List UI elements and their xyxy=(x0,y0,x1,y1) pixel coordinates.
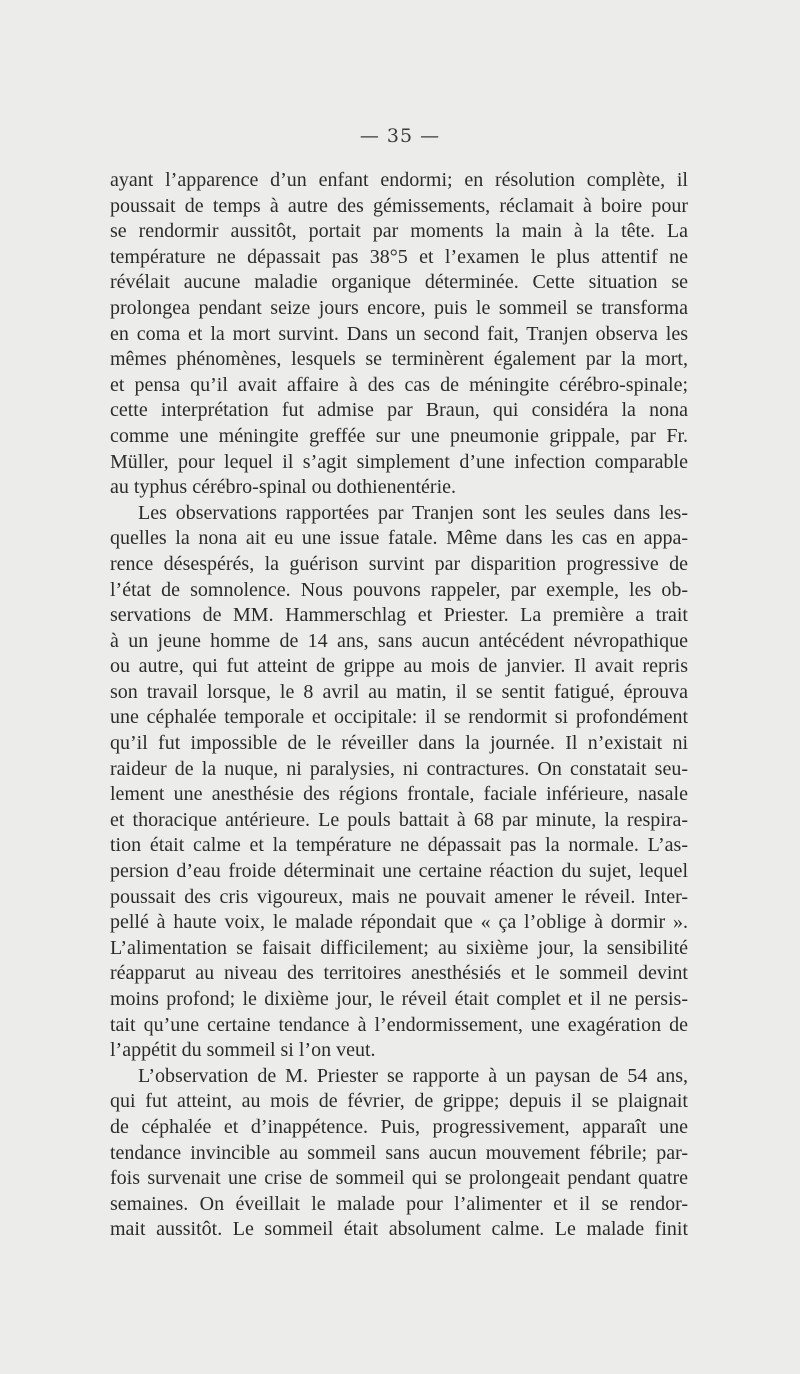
text-line: lement une anesthésie des régions frontale, faciale inférieure, nasale xyxy=(110,783,688,806)
text-line: L’observation de M. Priester se rapporte à un paysan de 54 ans, xyxy=(138,1064,688,1087)
text-line: fois survenait une crise de sommeil qui se prolongeait pendant quatre xyxy=(110,1167,688,1190)
text-line: raideur de la nuque, ni paralysies, ni contractures. On constatait seu- xyxy=(110,757,688,780)
text-line: L’alimentation se faisait difficilement; au sixième jour, la sensibilité xyxy=(110,936,688,959)
text-line: au typhus cérébro-spinal ou dothienentérie. xyxy=(110,476,456,499)
text-line: cette interprétation fut admise par Braun, qui considéra la nona xyxy=(110,399,688,422)
text-line: de céphalée et d’inappétence. Puis, progressivement, apparaît une xyxy=(110,1115,688,1138)
text-line: à un jeune homme de 14 ans, sans aucun antécédent névropathique xyxy=(110,629,688,652)
text-line: révélait aucune maladie organique déterminée. Cette situation se xyxy=(110,271,688,294)
text-line: et thoracique antérieure. Le pouls battait à 68 par minute, la respira- xyxy=(110,808,688,831)
text-line: persion d’eau froide déterminait une certaine réaction du sujet, lequel xyxy=(110,860,688,883)
text-line: ayant l’apparence d’un enfant endormi; en résolution complète, il xyxy=(110,169,688,191)
text-line: et pensa qu’il avait affaire à des cas de méningite cérébro-spinale; xyxy=(110,373,688,396)
text-line: qu’il fut impossible de le réveiller dans la journée. Il n’existait ni xyxy=(110,732,688,755)
text-line: l’appétit du sommeil si l’on veut. xyxy=(110,1039,376,1062)
text-line: rence désespérés, la guérison survint par disparition progressive de xyxy=(110,552,688,575)
text-line: tait qu’une certaine tendance à l’endormissement, une exagération de xyxy=(110,1013,688,1036)
text-line: l’état de somnolence. Nous pouvons rappeler, par exemple, les ob- xyxy=(110,578,688,601)
text-line: moins profond; le dixième jour, le réveil était complet et il ne persis- xyxy=(110,988,688,1010)
text-line: tendance invincible au sommeil sans aucun mouvement fébrile; par- xyxy=(110,1141,688,1164)
text-line: mêmes phénomènes, lesquels se terminèrent également par la mort, xyxy=(110,348,688,371)
text-line: semaines. On éveillait le malade pour l’alimenter et il se rendor- xyxy=(110,1192,688,1215)
text-line: poussait des cris vigoureux, mais ne pouvait amener le réveil. Inter- xyxy=(110,885,688,908)
text-line: une céphalée temporale et occipitale: il se rendormit si profondément xyxy=(110,706,688,729)
text-line: ou autre, qui fut atteint de grippe au mois de janvier. Il avait repris xyxy=(110,655,688,678)
text-line: réapparut au niveau des territoires anesthésiés et le sommeil devint xyxy=(110,962,688,985)
text-line: comme une méningite greffée sur une pneumonie grippale, par Fr. xyxy=(110,424,688,447)
page-number: — 35 — xyxy=(359,125,441,147)
body-text xyxy=(110,168,688,1243)
text-line: Les observations rapportées par Tranjen sont les seules dans les- xyxy=(138,501,688,524)
text-line: en coma et la mort survint. Dans un second fait, Tranjen observa les xyxy=(110,322,688,345)
paragraph xyxy=(110,168,688,501)
text-line: se rendormir aussitôt, portait par moments la main à la tête. La xyxy=(110,220,688,243)
paragraph xyxy=(110,501,688,1064)
text-line: poussait de temps à autre des gémissements, réclamait à boire pour xyxy=(110,194,688,217)
text-line: son travail lorsque, le 8 avril au matin, il se sentit fatigué, éprouva xyxy=(110,680,688,703)
text-line: pellé à haute voix, le malade répondait que « ça l’oblige à dormir ». xyxy=(110,911,688,934)
paragraph xyxy=(110,1064,688,1243)
text-line: mait aussitôt. Le sommeil était absolument calme. Le malade finit xyxy=(110,1218,688,1241)
text-line: qui fut atteint, au mois de février, de grippe; depuis il se plaignait xyxy=(110,1090,688,1113)
text-line: Müller, pour lequel il s’agit simplement d’une infection comparable xyxy=(110,450,688,473)
text-line: servations de MM. Hammerschlag et Priester. La première a trait xyxy=(110,604,688,627)
text-line: quelles la nona ait eu une issue fatale. Même dans les cas en appa- xyxy=(110,527,688,550)
text-line: tion était calme et la température ne dépassait pas la normale. L’as- xyxy=(110,834,688,857)
text-line: prolongea pendant seize jours encore, puis le sommeil se transforma xyxy=(110,296,688,319)
text-line: température ne dépassait pas 38°5 et l’examen le plus attentif ne xyxy=(110,245,688,268)
